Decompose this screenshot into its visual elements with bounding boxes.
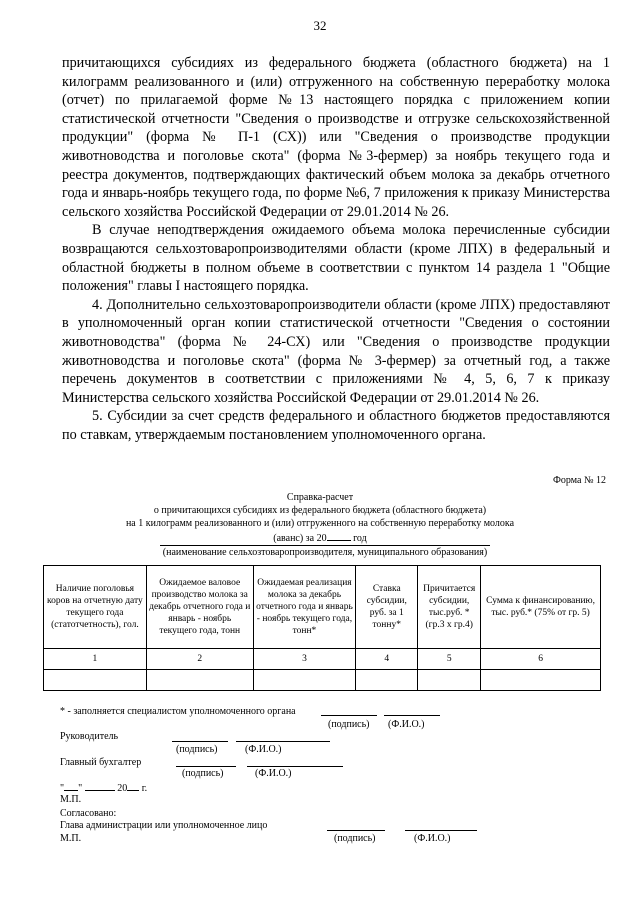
column-number: 3 [253, 649, 356, 670]
data-cell [356, 670, 418, 691]
paragraph-3: 4. Дополнительно сельхозтоваропроизводители области (кроме ЛПХ) предоставляют в уполномоченный орган копии статистической отчетности "Сведения о состоянии животноводства" (форма № 24-СХ) или "Сведения о производстве продукции животноводства и поголовье скота" (форма № 3-фермер) за отчетный год, а также перечень документов в соответствии с приложениями № 4, 5, 6, 7 к приказу Министерства сельского хозяйства Российской Федерации от 29.01.2014 № 26. [62, 296, 610, 406]
date-quote-open: " [60, 783, 65, 794]
form-subtitle-1: о причитающихся субсидиях из федерального бюджета (областного бюджета) [153, 505, 487, 517]
page-number: 32 [313, 18, 327, 33]
column-number: 5 [418, 649, 481, 670]
name-line [236, 741, 330, 742]
column-number: 6 [481, 649, 601, 670]
stamp-label-2: М.П. [60, 833, 82, 844]
header-cell: Ожидаемое валовое производство молока за декабрь отчетного года и январь - ноябрь текущего года, тонн [146, 566, 253, 649]
data-cell [481, 670, 601, 691]
year-prefix: (аванс) за 20 [273, 532, 327, 544]
month-blank [85, 781, 115, 791]
org-caption: (наименование сельхозтоваропроизводителя, муниципального образования) [162, 547, 488, 558]
header-cell: Ожидаемая реализация молока за декабрь отчетного года и январь - ноябрь текущего года, тонн* [253, 566, 356, 649]
approved-label: Согласовано: [60, 808, 117, 819]
table-number-row [44, 649, 601, 670]
accountant-label: Главный бухгалтер [60, 757, 142, 768]
name-line [384, 715, 440, 716]
head-admin-label: Глава администрации или уполномоченное лицо [60, 820, 268, 831]
signature-line [321, 715, 377, 716]
header-cell: Сумма к финансированию, тыс. руб.* (75% от гр. 5) [481, 566, 601, 649]
stamp-label: М.П. [60, 794, 82, 805]
date-year-prefix: 20 [117, 783, 128, 794]
header-cell: Ставка субсидии, руб. за 1 тонну* [356, 566, 418, 649]
column-number: 1 [44, 649, 147, 670]
data-cell [146, 670, 253, 691]
data-cell [418, 670, 481, 691]
paragraph-1: причитающихся субсидиях из федерального бюджета (областного бюджета) на 1 килограмм реализованного и (или) отгруженного на собственную переработку молока (отчет) по прилагаемой форме №13 настоящего порядка с приложением копии статистической отчетности "Сведения о производстве и отгрузке сельскохозяйственной продукции" (форма № П-1 (СХ)) или "Сведения о производстве продукции животноводства и поголовье скота" (форма №3-фермер) за ноябрь текущего года и реестра документов, подтверждающих фактический объем молока за декабрь отчетного года и январь-ноябрь текущего года, по форме №6, 7 приложения к приказу Министерства сельского хозяйства Российской Федерации от 29.01.2014 № 26. [62, 55, 610, 220]
fio-caption: (Ф.И.О.) [388, 719, 425, 730]
specialist-note: * - заполняется специалистом уполномоченного органа [60, 706, 296, 717]
paragraph-2: В случае неподтверждения ожидаемого объема молока перечисленные субсидии возвращаются сельхозтоваропроизводителями области (кроме ЛПХ) в федеральный и областной бюджеты в полном объеме в соответствии с пунктом 14 раздела 1 "Общие положения" главы I настоящего порядка. [62, 222, 610, 295]
date-quote-close: " [78, 783, 83, 794]
data-cell [44, 670, 147, 691]
podpis-caption: (подпись) [182, 768, 224, 779]
org-name-line [160, 545, 490, 546]
date-year-suffix: г. [141, 783, 148, 794]
signature-line [172, 741, 228, 742]
form-subtitle-2: на 1 килограмм реализованного и (или) отгруженного на собственную переработку молока [125, 518, 515, 530]
name-line [247, 766, 343, 767]
header-cell: Причитается субсидии, тыс.руб. * (гр.3 х гр.4) [418, 566, 481, 649]
year-blank [127, 781, 139, 791]
form-title: Справка-расчет [286, 492, 354, 503]
form-heading [60, 491, 580, 545]
column-number: 2 [146, 649, 253, 670]
table-data-row [44, 670, 601, 691]
signature-line [327, 830, 385, 831]
podpis-caption: (подпись) [334, 833, 376, 844]
name-line [405, 830, 477, 831]
fio-caption: (Ф.И.О.) [255, 768, 292, 779]
date-line [60, 781, 147, 795]
podpis-caption: (подпись) [328, 719, 370, 730]
form-number: Форма № 12 [553, 475, 606, 486]
header-cell: Наличие поголовья коров на отчетную дату текущего года (статотчетность), гол. [44, 566, 147, 649]
column-number: 4 [356, 649, 418, 670]
day-blank [64, 781, 78, 791]
body-text [62, 54, 610, 444]
year-blank [327, 531, 351, 541]
form-subtitle-3 [60, 531, 580, 545]
data-cell [253, 670, 356, 691]
calculation-table [43, 565, 601, 691]
paragraph-4: 5. Субсидии за счет средств федерального и областного бюджетов предоставляются по ставкам, утверждаемым постановлением уполномоченного органа. [62, 408, 610, 443]
fio-caption: (Ф.И.О.) [245, 744, 282, 755]
table-header-row [44, 566, 601, 649]
signature-line [176, 766, 236, 767]
year-suffix: год [353, 532, 367, 544]
fio-caption: (Ф.И.О.) [414, 833, 451, 844]
head-label: Руководитель [60, 731, 119, 742]
podpis-caption: (подпись) [176, 744, 218, 755]
